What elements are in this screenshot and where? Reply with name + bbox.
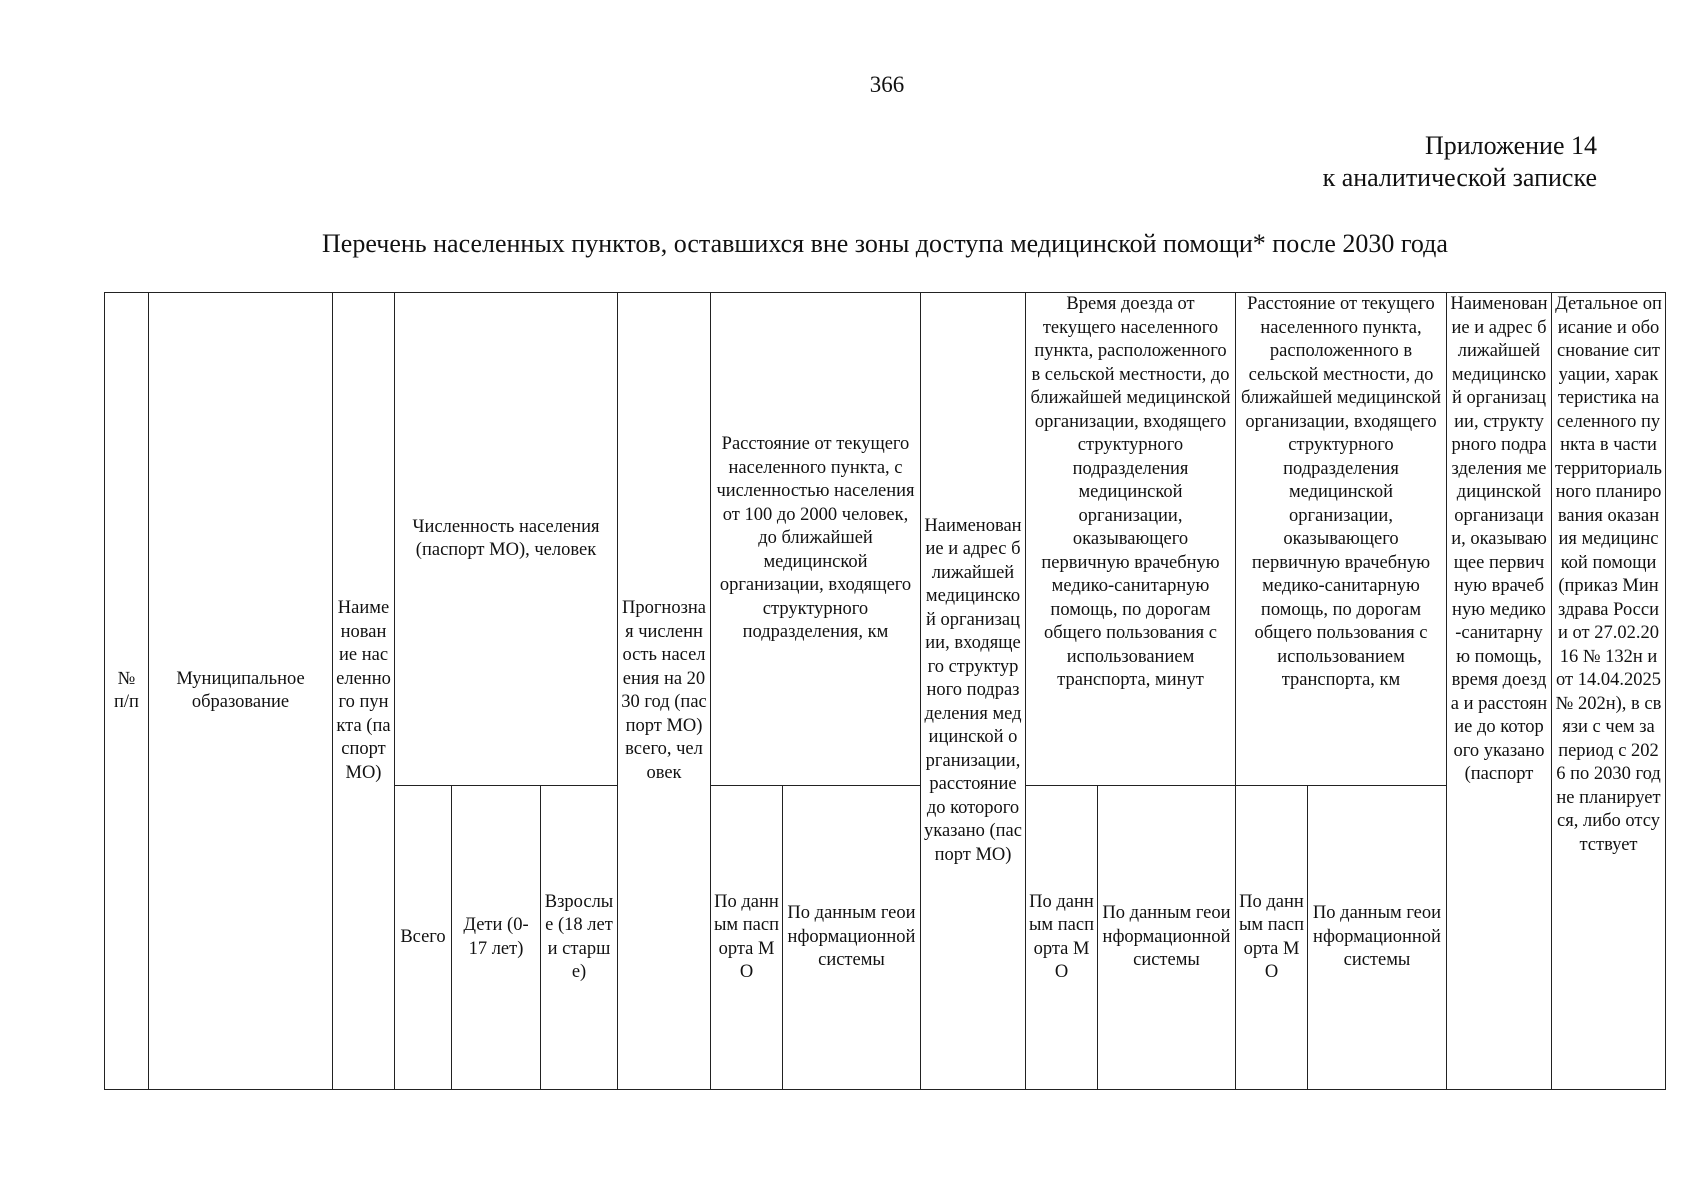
header-population-group: Численность населения (паспорт МО), человек — [395, 293, 618, 786]
header-detailed-description: Детальное описание и обоснование ситуации, характеристика населенного пункта в части территориального планирования оказания медицинской помощи (приказ Минздрава России от 27.02.2016 № 132н и от 14.04.2025 № 202н), в связи с чем за период с 2026 по 2030 год не планируется, либо отсутствует — [1552, 293, 1666, 1090]
header-population-total: Всего — [395, 786, 452, 1090]
table-header-row-1 — [105, 293, 1666, 786]
header-nearest-org-name: Наименование и адрес ближайшей медицинской организации, входящего структурного подразделения медицинской организации, расстояние до которого указано (паспорт МО) — [921, 293, 1026, 1090]
header-travel-time-group: Время доезда от текущего населенного пункта, расположенного в сельской местности, до ближайшей медицинской организации, входящего структурного подразделения медицинской организации, оказывающего первичную врачебную медико-санитарную помощь, по дорогам общего пользования с использованием транспорта, минут — [1026, 293, 1236, 786]
header-travel-time-by-passport: По данным паспорта МО — [1026, 786, 1098, 1090]
header-municipality: Муниципальное образование — [149, 293, 333, 1090]
page-number: 366 — [869, 72, 905, 97]
header-rural-distance-by-passport: По данным паспорта МО — [1236, 786, 1308, 1090]
header-population-children: Дети (0-17 лет) — [452, 786, 541, 1090]
header-nearest-primary-org: Наименование и адрес ближайшей медицинской организации, структурного подразделения медицинской организации, оказывающее первичную врачебную медико-санитарную помощь, время доезда и расстояние до которого указано (паспорт — [1447, 293, 1552, 1090]
header-rural-distance-by-gis: По данным геоинформационной системы — [1308, 786, 1447, 1090]
header-forecast-population: Прогнозная численность населения на 2030 год (паспорт МО) всего, человек — [618, 293, 711, 1090]
document-title: Перечень населенных пунктов, оставшихся вне зоны доступа медицинской помощи* после 2030 года — [322, 229, 1448, 258]
header-distance-by-gis: По данным геоинформационной системы — [783, 786, 921, 1090]
appendix-line-2: к аналитической записке — [1322, 163, 1597, 192]
header-population-adults: Взрослые (18 лет и старше) — [541, 786, 618, 1090]
header-distance-by-passport: По данным паспорта МО — [711, 786, 783, 1090]
appendix-label — [1323, 130, 1597, 194]
header-distance-rural-group: Расстояние от текущего населенного пункта, расположенного в сельской местности, до ближайшей медицинской организации, входящего структурного подразделения медицинской организации, оказывающего первичную врачебную медико-санитарную помощь, по дорогам общего пользования с использованием транспорта, км — [1236, 293, 1447, 786]
appendix-line-1: Приложение 14 — [1424, 131, 1597, 160]
header-num: № п/п — [105, 293, 149, 1090]
header-distance-100-2000-group: Расстояние от текущего населенного пункта, с численностью населения от 100 до 2000 человек, до ближайшей медицинской организации, входящего структурного подразделения, км — [711, 293, 921, 786]
header-settlement-name: Наименование населенного пункта (паспорт МО) — [333, 293, 395, 1090]
header-travel-time-by-gis: По данным геоинформационной системы — [1098, 786, 1236, 1090]
settlements-table — [104, 292, 1666, 1090]
